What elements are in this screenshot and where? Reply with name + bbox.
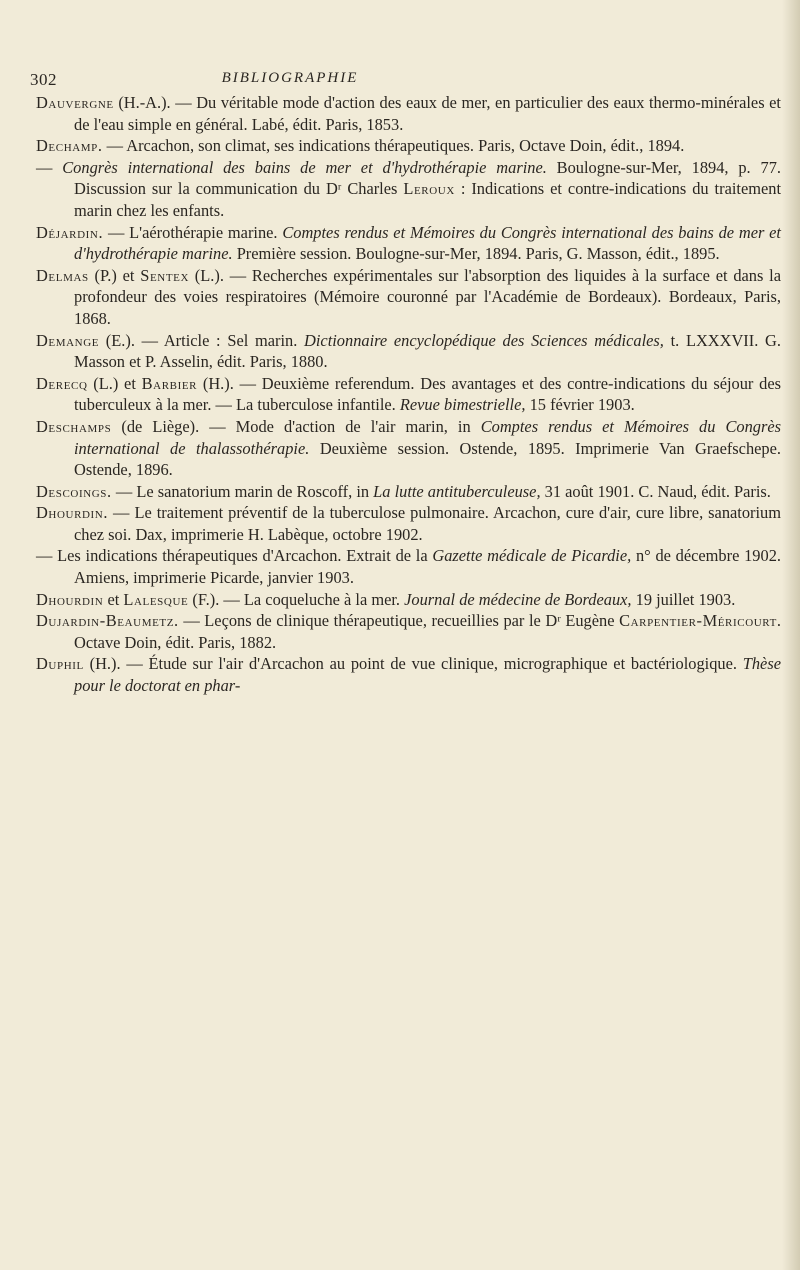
entry-text: — Arcachon, son climat, ses indications thérapeutiques. Paris, Octave Doin, édit., 1894. [102,136,685,156]
page-header [30,70,790,94]
entry-text-continued: Deuxième session. Ostende, 1895. Imprimerie Van Graefschepe. Ostende, 1896. [74,438,781,480]
entry-small-caps-name: Sentex [140,265,190,285]
bibliography-entry [36,653,781,696]
bibliography-entry [36,502,781,545]
entry-dash: — [36,157,63,177]
running-title: BIBLIOGRAPHIE [221,70,359,86]
entry-text-continued: t. LXXXVII. G. Masson et P. Asselin, édit. Paris, 1880. [74,330,781,372]
entry-small-caps-name: Carpentier-Méricourt [619,611,777,631]
entry-text-continued: (H.). — Deuxième referendum. Des avantages et des contre-indications du séjour des tuberculeux à la mer. — La tuberculose infantile. [74,373,781,415]
entry-text: — Le traitement préventif de la tuberculose pulmonaire. Arcachon, cure d'air, cure libre, sanatorium chez soi. Dax, imprimerie H. Labèque, octobre 1902. [74,503,781,544]
entry-text: — Le sanatorium marin de Roscoff, in [111,481,374,501]
page-edge-shadow [782,0,800,1270]
entry-italic-title: Comptes rendus et Mémoires du Congrès international de thalassothérapie. [74,416,781,458]
entry-italic-title: Dictionnaire encyclopédique des Sciences médicales, [304,330,664,350]
bibliography-entry [36,330,781,373]
entry-text-continued: Première session. Boulogne-sur-Mer, 1894. Paris, G. Masson, édit., 1895. [232,244,720,264]
entry-italic-title: Journal de médecine de Bordeaux, [404,589,632,609]
entry-dash: — [36,546,58,566]
bibliography-entry [36,481,781,503]
entry-italic-title: Thèse pour le doctorat en phar- [74,654,781,696]
entry-text: — Leçons de clinique thérapeutique, recueillies par le Dʳ Eugène [178,611,620,631]
entry-italic-title: Revue bimestrielle, [399,395,526,415]
entry-small-caps-name: Lalesque [123,589,189,609]
page-number: 302 [30,70,57,89]
entry-text: (H.). — Étude sur l'air d'Arcachon au point de vue clinique, micrographique et bactériologique. [83,654,743,674]
entry-italic-title: La lutte antituberculeuse, [373,481,541,501]
entry-text: (de Liège). — Mode d'action de l'air marin, in [111,416,481,436]
entry-text: (H.-A.). — Du véritable mode d'action des eaux de mer, en particulier des eaux thermo-minérales et de l'eau simple en général. Labé, édit. Paris, 1853. [74,93,781,134]
entry-author: Dauvergne [36,93,114,112]
entry-text: — L'aérothérapie marine. [103,222,283,242]
entry-text-continued: (F.). — La coqueluche à la mer. [188,589,405,609]
entry-text: Les indications thérapeutiques d'Arcachon. Extrait de la [57,546,433,566]
bibliography-list [36,92,781,697]
entry-text-continued: : Indications et contre-indications du traitement marin chez les enfants. [74,179,782,220]
entry-author: Delmas [36,265,89,285]
bibliography-entry [36,92,781,135]
entry-text-continued: (L.). — Recherches expérimentales sur l'absorption des liquides à la surface et dans la profondeur des voies respiratoires (Mémoire couronné par l'Académie de Bordeaux). Bordeaux, Paris, 1868. [74,265,781,328]
entry-text: (P.) et [88,265,141,285]
entry-italic-title: Congrès international des bains de mer et d'hydrothérapie marine. [62,157,547,177]
bibliography-entry [36,589,781,611]
bibliography-entry [36,222,781,265]
entry-text-continued: . Octave Doin, édit. Paris, 1882. [74,611,781,652]
entry-text-end: 19 juillet 1903. [631,589,736,609]
entry-author: Duphil [36,654,84,674]
entry-small-caps-name: Leroux [403,179,455,199]
entry-author: Dechamp. [36,136,103,156]
bibliography-entry [36,135,781,157]
entry-author: Descoings. [36,481,112,501]
entry-italic-title: Comptes rendus et Mémoires du Congrès international des bains de mer et d'hydrothérapie marine. [74,222,781,264]
entry-text-continued: n° de décembre 1902. Amiens, imprimerie Picarde, janvier 1903. [74,546,781,588]
bibliography-entry [36,265,781,330]
entry-author: Dhourdin [36,589,104,609]
entry-text: (E.). — Article : Sel marin. [99,330,305,350]
entry-text-continued: 31 août 1901. C. Naud, édit. Paris. [540,481,771,501]
entry-author: Dujardin-Beaumetz. [36,611,179,631]
entry-text: Boulogne-sur-Mer, 1894, p. 77. Discussion sur la communication du Dʳ Charles [74,157,781,199]
bibliography-entry [36,157,781,222]
entry-author: Deschamps [36,416,112,436]
entry-text-end: 15 février 1903. [525,395,635,415]
entry-text: (L.) et [87,373,142,393]
bibliography-entry [36,373,781,416]
entry-author: Déjardin. [36,222,104,242]
bibliography-entry [36,610,781,653]
entry-small-caps-name: Barbier [141,373,198,393]
entry-author: Demange [36,330,100,350]
entry-author: Dhourdin. [36,503,109,523]
entry-italic-title: Gazette médicale de Picardie, [432,546,632,566]
entry-text: et [103,589,124,609]
bibliography-entry [36,545,781,588]
entry-author: Derecq [36,373,88,393]
bibliography-entry [36,416,781,481]
